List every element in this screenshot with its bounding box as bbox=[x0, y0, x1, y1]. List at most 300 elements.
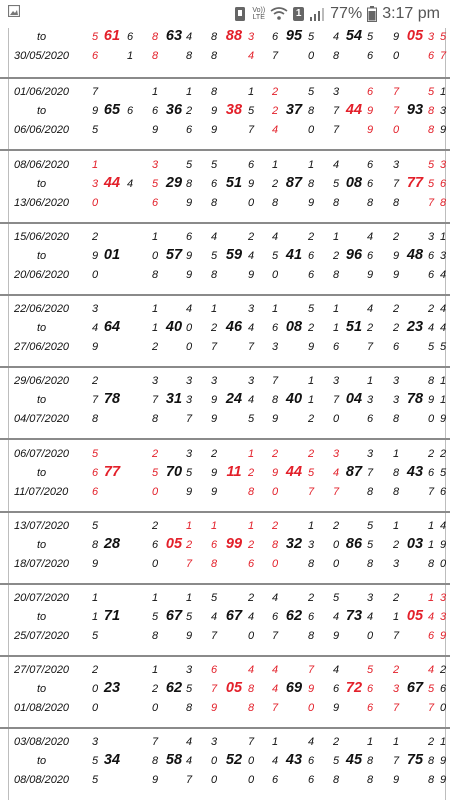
jodi-result: 78 bbox=[103, 391, 121, 407]
panna-digit: 5 bbox=[439, 341, 447, 353]
date-range-to-label: to bbox=[37, 250, 47, 262]
jodi-result: 36 bbox=[165, 102, 183, 118]
panna-digit: 2 bbox=[307, 413, 315, 425]
jodi-result: 65 bbox=[103, 102, 121, 118]
panna-digit: 8 bbox=[392, 467, 400, 479]
panna-digit: 4 bbox=[366, 303, 374, 315]
panna-digit: 6 bbox=[366, 86, 374, 98]
panna-digit: 9 bbox=[392, 269, 400, 281]
panna-digit: 4 bbox=[332, 159, 340, 171]
panna-digit: 3 bbox=[427, 31, 435, 43]
date-range-to-label: to bbox=[37, 539, 47, 551]
panna-digit: 9 bbox=[210, 486, 218, 498]
panna-digit: 0 bbox=[332, 539, 340, 551]
panna-digit: 0 bbox=[247, 774, 255, 786]
panna-digit: 5 bbox=[91, 630, 99, 642]
panna-digit: 8 bbox=[332, 50, 340, 62]
panna-digit: 5 bbox=[332, 755, 340, 767]
panna-digit: 6 bbox=[307, 250, 315, 262]
panna-digit: 8 bbox=[151, 50, 159, 62]
panna-digit: 8 bbox=[210, 269, 218, 281]
week-row bbox=[0, 157, 450, 229]
panna-digit: 7 bbox=[307, 664, 315, 676]
panna-digit: 4 bbox=[185, 755, 193, 767]
panna-digit: 8 bbox=[271, 539, 279, 551]
panna-digit: 5 bbox=[210, 592, 218, 604]
panna-digit: 1 bbox=[392, 520, 400, 532]
panna-digit: 4 bbox=[271, 683, 279, 695]
panna-digit: 9 bbox=[185, 630, 193, 642]
jodi-result: 45 bbox=[345, 752, 363, 768]
panna-digit: 2 bbox=[91, 375, 99, 387]
panna-digit: 9 bbox=[439, 774, 447, 786]
jodi-result: 71 bbox=[103, 608, 121, 624]
panna-digit: 9 bbox=[91, 558, 99, 570]
panna-digit: 1 bbox=[392, 611, 400, 623]
panna-digit: 1 bbox=[151, 303, 159, 315]
panna-digit: 3 bbox=[366, 448, 374, 460]
panna-digit: 6 bbox=[366, 250, 374, 262]
panna-digit: 5 bbox=[91, 31, 99, 43]
panna-digit: 1 bbox=[247, 86, 255, 98]
panna-digit: 7 bbox=[439, 50, 447, 62]
panna-digit: 9 bbox=[185, 269, 193, 281]
panna-digit: 5 bbox=[332, 178, 340, 190]
panna-digit: 7 bbox=[392, 86, 400, 98]
panna-digit: 5 bbox=[427, 178, 435, 190]
panna-digit: 9 bbox=[185, 486, 193, 498]
panna-digit: 3 bbox=[247, 375, 255, 387]
panna-digit: 0 bbox=[91, 269, 99, 281]
panna-digit: 9 bbox=[307, 683, 315, 695]
panna-digit: 2 bbox=[247, 592, 255, 604]
panna-digit: 3 bbox=[210, 375, 218, 387]
panna-digit: 3 bbox=[210, 736, 218, 748]
panna-digit: 4 bbox=[247, 322, 255, 334]
panna-digit: 0 bbox=[271, 558, 279, 570]
panna-digit: 8 bbox=[271, 197, 279, 209]
panna-digit: 8 bbox=[392, 197, 400, 209]
week-row bbox=[0, 734, 450, 806]
panna-digit: 1 bbox=[247, 520, 255, 532]
jodi-result: 67 bbox=[165, 608, 183, 624]
panna-digit: 2 bbox=[271, 448, 279, 460]
panna-digit: 6 bbox=[126, 31, 134, 43]
panna-digit: 0 bbox=[91, 702, 99, 714]
jodi-result: 11 bbox=[226, 464, 242, 480]
panna-digit: 8 bbox=[151, 413, 159, 425]
panna-digit: 8 bbox=[151, 755, 159, 767]
week-row bbox=[0, 229, 450, 301]
panna-digit: 3 bbox=[366, 394, 374, 406]
week-row bbox=[0, 518, 450, 590]
panna-digit: 4 bbox=[439, 520, 447, 532]
panna-digit: 5 bbox=[151, 611, 159, 623]
panna-digit: 7 bbox=[247, 736, 255, 748]
panna-digit: 7 bbox=[210, 341, 218, 353]
panna-digit: 5 bbox=[185, 611, 193, 623]
image-notification-icon bbox=[8, 5, 20, 17]
panna-digit: 3 bbox=[427, 231, 435, 243]
panna-digit: 3 bbox=[332, 448, 340, 460]
panna-digit: 7 bbox=[392, 755, 400, 767]
panna-digit: 5 bbox=[366, 664, 374, 676]
panna-digit: 5 bbox=[247, 413, 255, 425]
jodi-result: 87 bbox=[285, 175, 303, 191]
panna-digit: 8 bbox=[307, 178, 315, 190]
panna-digit: 1 bbox=[151, 322, 159, 334]
panna-digit: 6 bbox=[185, 231, 193, 243]
panna-digit: 7 bbox=[185, 774, 193, 786]
panna-digit: 3 bbox=[151, 375, 159, 387]
panna-digit: 4 bbox=[332, 611, 340, 623]
panna-digit: 2 bbox=[151, 448, 159, 460]
panna-digit: 1 bbox=[126, 50, 134, 62]
jodi-result: 04 bbox=[345, 391, 363, 407]
jodi-result: 08 bbox=[345, 175, 363, 191]
jodi-result: 41 bbox=[285, 247, 303, 263]
week-end-date: 06/06/2020 bbox=[14, 124, 70, 136]
panna-digit: 3 bbox=[91, 178, 99, 190]
panna-digit: 3 bbox=[439, 159, 447, 171]
jodi-result: 48 bbox=[406, 247, 424, 263]
panna-digit: 4 bbox=[271, 755, 279, 767]
panna-digit: 7 bbox=[332, 394, 340, 406]
date-range-to-label: to bbox=[37, 683, 47, 695]
panna-digit: 6 bbox=[366, 50, 374, 62]
panna-digit: 8 bbox=[366, 558, 374, 570]
clock: 3:17 pm bbox=[382, 5, 440, 22]
jodi-result: 67 bbox=[406, 680, 424, 696]
panna-digit: 9 bbox=[427, 394, 435, 406]
jodi-result: 23 bbox=[406, 319, 424, 335]
jodi-result: 44 bbox=[345, 102, 363, 118]
battery-percent: 77% bbox=[330, 5, 363, 22]
panna-digit: 7 bbox=[332, 124, 340, 136]
panna-digit: 8 bbox=[427, 105, 435, 117]
panna-digit: 1 bbox=[151, 231, 159, 243]
panna-digit: 6 bbox=[271, 774, 279, 786]
week-row bbox=[0, 446, 450, 518]
panna-digit: 8 bbox=[210, 31, 218, 43]
panna-digit: 8 bbox=[151, 31, 159, 43]
date-range-to-label: to bbox=[37, 394, 47, 406]
jodi-result: 08 bbox=[285, 319, 303, 335]
panna-digit: 2 bbox=[307, 231, 315, 243]
panna-digit: 0 bbox=[210, 774, 218, 786]
week-row bbox=[0, 301, 450, 373]
panna-digit: 1 bbox=[91, 611, 99, 623]
week-row bbox=[0, 84, 450, 156]
week-start-date: 22/06/2020 bbox=[14, 303, 70, 315]
panna-digit: 1 bbox=[439, 736, 447, 748]
panna-digit: 8 bbox=[366, 486, 374, 498]
jodi-result: 38 bbox=[225, 102, 243, 118]
panna-digit: 2 bbox=[271, 105, 279, 117]
panna-digit: 2 bbox=[247, 467, 255, 479]
panna-digit: 6 bbox=[307, 269, 315, 281]
panna-digit: 5 bbox=[271, 250, 279, 262]
panna-digit: 8 bbox=[151, 630, 159, 642]
panna-digit: 7 bbox=[366, 467, 374, 479]
panna-digit: 0 bbox=[151, 250, 159, 262]
panna-digit: 2 bbox=[392, 303, 400, 315]
panna-digit: 9 bbox=[210, 413, 218, 425]
panna-digit: 3 bbox=[439, 250, 447, 262]
panna-digit: 3 bbox=[151, 159, 159, 171]
panna-digit: 0 bbox=[307, 124, 315, 136]
panna-digit: 0 bbox=[151, 558, 159, 570]
panna-digit: 1 bbox=[366, 736, 374, 748]
panna-digit: 1 bbox=[366, 375, 374, 387]
panna-digit: 1 bbox=[332, 231, 340, 243]
panna-digit: 6 bbox=[271, 322, 279, 334]
panna-digit: 3 bbox=[247, 31, 255, 43]
panna-digit: 6 bbox=[271, 611, 279, 623]
jodi-result: 43 bbox=[406, 464, 424, 480]
panna-digit: 7 bbox=[392, 178, 400, 190]
jodi-result: 51 bbox=[225, 175, 243, 191]
panna-digit: 8 bbox=[151, 269, 159, 281]
panna-digit: 5 bbox=[307, 86, 315, 98]
panna-digit: 2 bbox=[307, 592, 315, 604]
panna-digit: 3 bbox=[439, 592, 447, 604]
jodi-result: 51 bbox=[345, 319, 363, 335]
panna-digit: 5 bbox=[307, 31, 315, 43]
jodi-result: 44 bbox=[285, 464, 303, 480]
panna-digit: 9 bbox=[439, 539, 447, 551]
panna-digit: 1 bbox=[392, 736, 400, 748]
panna-digit: 0 bbox=[307, 50, 315, 62]
week-start-date: 06/07/2020 bbox=[14, 448, 70, 460]
date-range-to-label: to bbox=[37, 31, 47, 43]
panna-digit: 5 bbox=[366, 31, 374, 43]
panna-digit: 5 bbox=[91, 124, 99, 136]
panna-digit: 8 bbox=[366, 755, 374, 767]
jodi-result: 40 bbox=[285, 391, 303, 407]
panna-digit: 4 bbox=[247, 664, 255, 676]
panna-digit: 1 bbox=[151, 86, 159, 98]
panna-digit: 7 bbox=[392, 630, 400, 642]
week-start-date: 29/06/2020 bbox=[14, 375, 70, 387]
panna-digit: 3 bbox=[439, 611, 447, 623]
signal-icon bbox=[309, 7, 325, 21]
panna-digit: 2 bbox=[307, 322, 315, 334]
panna-digit: 8 bbox=[427, 558, 435, 570]
panna-digit: 5 bbox=[427, 159, 435, 171]
panna-digit: 6 bbox=[151, 197, 159, 209]
panna-digit: 6 bbox=[185, 124, 193, 136]
panna-digit: 3 bbox=[392, 159, 400, 171]
panna-digit: 0 bbox=[439, 702, 447, 714]
panna-digit: 1 bbox=[185, 520, 193, 532]
panna-digit: 2 bbox=[271, 178, 279, 190]
panna-digit: 7 bbox=[366, 341, 374, 353]
panna-digit: 8 bbox=[427, 755, 435, 767]
panna-digit: 9 bbox=[439, 755, 447, 767]
jodi-result: 62 bbox=[285, 608, 303, 624]
panna-digit: 8 bbox=[427, 124, 435, 136]
panna-digit: 4 bbox=[439, 322, 447, 334]
panna-digit: 0 bbox=[366, 630, 374, 642]
panna-digit: 6 bbox=[151, 539, 159, 551]
panna-digit: 2 bbox=[392, 322, 400, 334]
panna-digit: 8 bbox=[332, 269, 340, 281]
panna-digit: 5 bbox=[332, 592, 340, 604]
panna-digit: 4 bbox=[210, 611, 218, 623]
panna-digit: 2 bbox=[210, 322, 218, 334]
panna-digit: 6 bbox=[151, 105, 159, 117]
date-range-to-label: to bbox=[37, 322, 47, 334]
panna-digit: 8 bbox=[332, 774, 340, 786]
panna-digit: 0 bbox=[210, 755, 218, 767]
panna-digit: 2 bbox=[185, 105, 193, 117]
panna-digit: 5 bbox=[185, 159, 193, 171]
panna-digit: 9 bbox=[271, 413, 279, 425]
jodi-result: 64 bbox=[103, 319, 121, 335]
panna-digit: 6 bbox=[210, 178, 218, 190]
week-start-date: 27/07/2020 bbox=[14, 664, 70, 676]
panna-digit: 4 bbox=[439, 303, 447, 315]
panna-digit: 3 bbox=[185, 664, 193, 676]
panna-digit: 9 bbox=[332, 702, 340, 714]
panna-digit: 2 bbox=[392, 231, 400, 243]
panna-digit: 2 bbox=[271, 520, 279, 532]
panna-digit: 8 bbox=[307, 558, 315, 570]
panna-digit: 4 bbox=[271, 664, 279, 676]
panna-digit: 0 bbox=[427, 413, 435, 425]
panna-digit: 9 bbox=[91, 105, 99, 117]
panna-digit: 6 bbox=[307, 774, 315, 786]
panna-digit: 7 bbox=[91, 86, 99, 98]
panna-digit: 6 bbox=[366, 702, 374, 714]
panna-digit: 4 bbox=[247, 394, 255, 406]
panna-digit: 3 bbox=[392, 683, 400, 695]
panna-digit: 9 bbox=[210, 394, 218, 406]
jodi-result: 05 bbox=[165, 536, 183, 552]
panna-digit: 8 bbox=[427, 774, 435, 786]
panna-digit: 5 bbox=[366, 539, 374, 551]
panna-digit: 7 bbox=[271, 630, 279, 642]
panna-digit: 8 bbox=[392, 413, 400, 425]
panna-digit: 6 bbox=[439, 683, 447, 695]
panna-digit: 8 bbox=[332, 197, 340, 209]
panna-digit: 7 bbox=[307, 486, 315, 498]
jodi-result: 01 bbox=[103, 247, 121, 263]
panna-digit: 1 bbox=[439, 394, 447, 406]
panna-digit: 8 bbox=[247, 702, 255, 714]
jodi-result: 24 bbox=[225, 391, 243, 407]
panna-digit: 7 bbox=[427, 197, 435, 209]
panna-digit: 9 bbox=[366, 269, 374, 281]
panna-digit: 2 bbox=[427, 303, 435, 315]
panna-digit: 2 bbox=[332, 520, 340, 532]
panna-digit: 4 bbox=[332, 467, 340, 479]
jodi-result: 72 bbox=[345, 680, 363, 696]
panna-digit: 1 bbox=[185, 86, 193, 98]
panna-digit: 8 bbox=[210, 50, 218, 62]
panna-digit: 2 bbox=[392, 592, 400, 604]
jodi-result: 73 bbox=[345, 608, 363, 624]
panna-digit: 4 bbox=[307, 736, 315, 748]
panna-digit: 2 bbox=[392, 664, 400, 676]
volte-indicator: Vo)) LTE bbox=[252, 7, 266, 21]
panna-digit: 0 bbox=[91, 197, 99, 209]
week-end-date: 25/07/2020 bbox=[14, 630, 70, 642]
week-row bbox=[0, 662, 450, 734]
panna-digit: 3 bbox=[185, 448, 193, 460]
week-row bbox=[0, 373, 450, 445]
jodi-result: 05 bbox=[406, 608, 424, 624]
panna-digit: 3 bbox=[91, 303, 99, 315]
panna-digit: 6 bbox=[332, 683, 340, 695]
jodi-result: 43 bbox=[285, 752, 303, 768]
panna-digit: 1 bbox=[185, 592, 193, 604]
jodi-result: 31 bbox=[165, 391, 183, 407]
panna-digit: 4 bbox=[247, 250, 255, 262]
panna-digit: 9 bbox=[210, 105, 218, 117]
panna-digit: 8 bbox=[210, 197, 218, 209]
panna-digit: 3 bbox=[271, 341, 279, 353]
panna-digit: 8 bbox=[185, 702, 193, 714]
week-start-date: 20/07/2020 bbox=[14, 592, 70, 604]
week-end-date: 04/07/2020 bbox=[14, 413, 70, 425]
jodi-result: 77 bbox=[103, 464, 121, 480]
panna-digit: 9 bbox=[439, 630, 447, 642]
panna-digit: 4 bbox=[427, 611, 435, 623]
panna-digit: 2 bbox=[439, 664, 447, 676]
jodi-result: 67 bbox=[225, 608, 243, 624]
jodi-result: 05 bbox=[225, 680, 243, 696]
panna-digit: 0 bbox=[247, 197, 255, 209]
panna-digit: 1 bbox=[307, 159, 315, 171]
panna-digit: 4 bbox=[185, 303, 193, 315]
panna-digit: 4 bbox=[427, 322, 435, 334]
panna-digit: 9 bbox=[151, 124, 159, 136]
panna-digit: 0 bbox=[332, 413, 340, 425]
jodi-result: 23 bbox=[103, 680, 121, 696]
panna-digit: 2 bbox=[271, 86, 279, 98]
panna-digit: 4 bbox=[332, 664, 340, 676]
panna-digit: 9 bbox=[366, 105, 374, 117]
panna-digit: 3 bbox=[332, 86, 340, 98]
panna-digit: 8 bbox=[307, 630, 315, 642]
sim-badge: 1 bbox=[293, 7, 304, 21]
panna-digit: 7 bbox=[247, 341, 255, 353]
panna-digit: 2 bbox=[247, 539, 255, 551]
jodi-result: 86 bbox=[345, 536, 363, 552]
panna-digit: 1 bbox=[271, 159, 279, 171]
panna-digit: 9 bbox=[307, 197, 315, 209]
panna-digit: 9 bbox=[247, 269, 255, 281]
panna-digit: 0 bbox=[392, 124, 400, 136]
week-start-date: 13/07/2020 bbox=[14, 520, 70, 532]
week-end-date: 08/08/2020 bbox=[14, 774, 70, 786]
panna-digit: 0 bbox=[332, 558, 340, 570]
panna-digit: 8 bbox=[427, 375, 435, 387]
jodi-result: 61 bbox=[103, 28, 121, 44]
jodi-result: 87 bbox=[345, 464, 363, 480]
panna-digit: 2 bbox=[151, 683, 159, 695]
panna-digit: 1 bbox=[91, 592, 99, 604]
jodi-result: 34 bbox=[103, 752, 121, 768]
panna-digit: 5 bbox=[307, 467, 315, 479]
panna-digit: 9 bbox=[247, 178, 255, 190]
jodi-result: 29 bbox=[165, 175, 183, 191]
alarm-icon bbox=[233, 6, 247, 22]
panna-digit: 5 bbox=[427, 683, 435, 695]
panna-digit: 4 bbox=[439, 269, 447, 281]
